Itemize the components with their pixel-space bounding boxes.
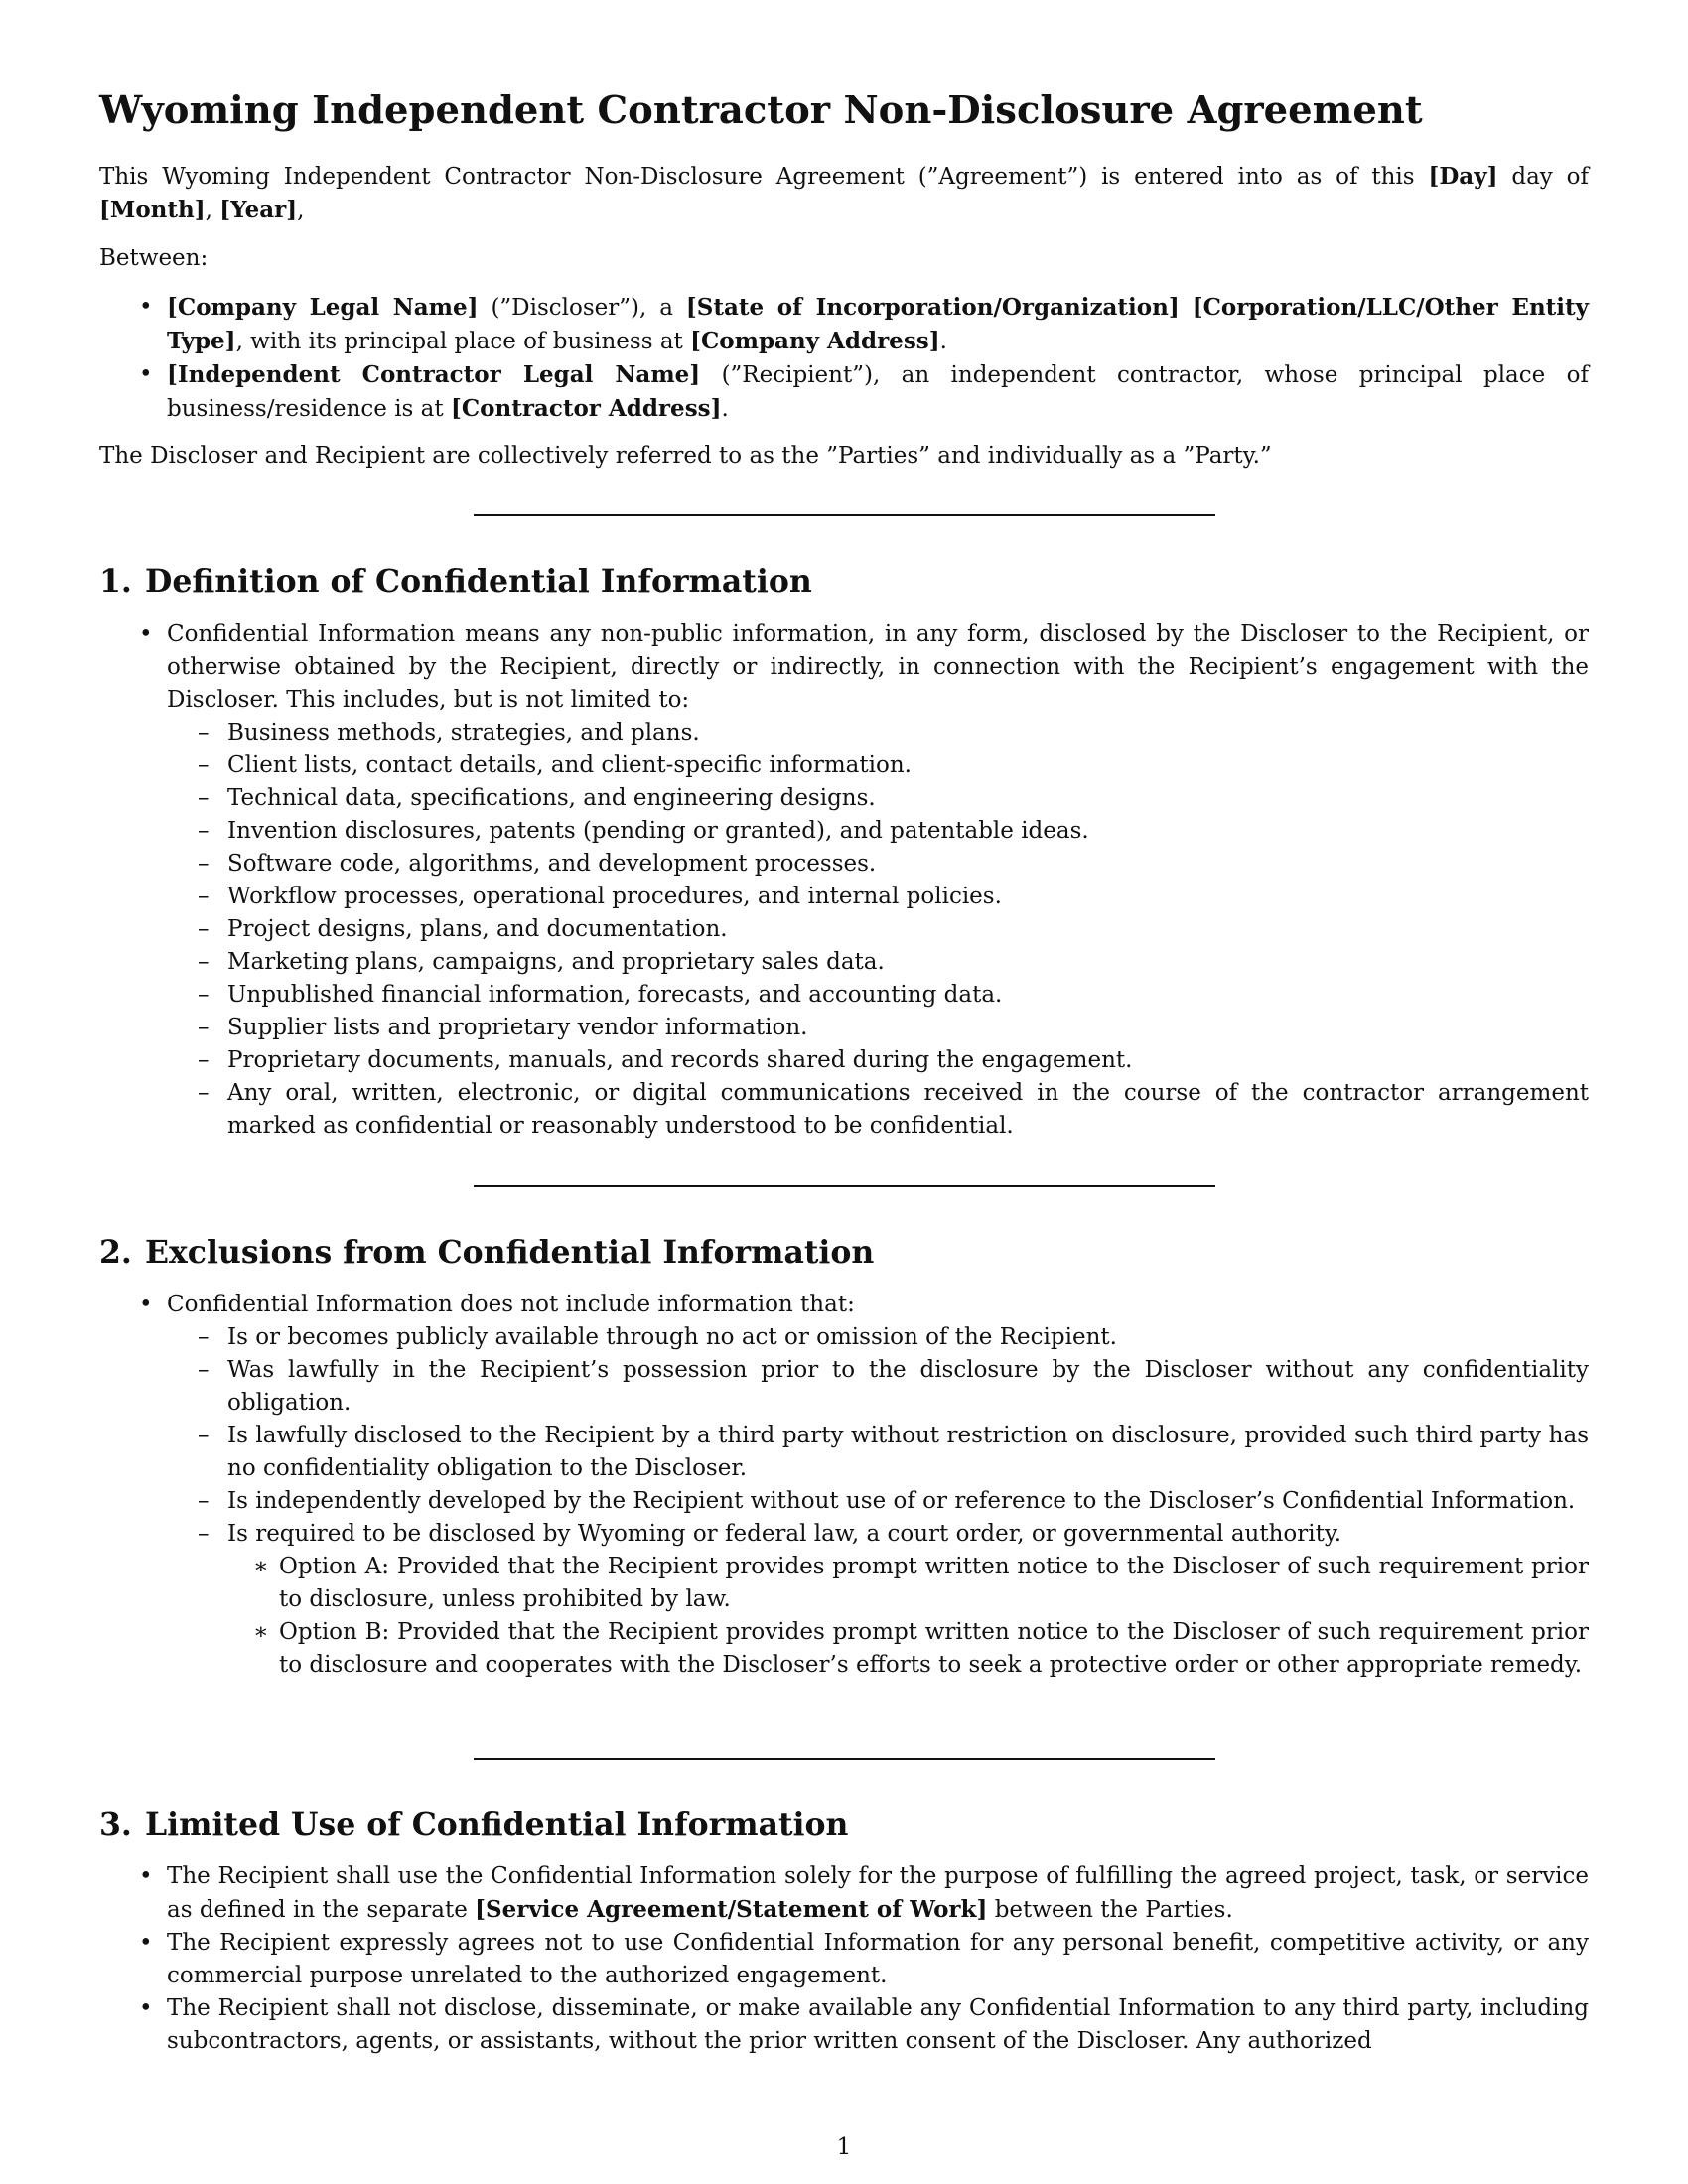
section-title: Limited Use of Confidential Information bbox=[145, 1806, 849, 1843]
dash-icon: – bbox=[198, 818, 210, 844]
section-2-list bbox=[99, 1289, 1589, 1682]
exclusions-list bbox=[167, 1321, 1589, 1682]
bullet-icon: • bbox=[139, 621, 153, 647]
list-item bbox=[167, 1044, 1589, 1077]
contractor-address-placeholder: [Contractor Address] bbox=[450, 395, 722, 422]
list-item-text: Technical data, specifications, and engineering designs. bbox=[227, 785, 876, 811]
month-placeholder: [Month] bbox=[99, 197, 206, 223]
list-item bbox=[167, 881, 1589, 913]
section-title: Exclusions from Confidential Information bbox=[145, 1234, 875, 1271]
list-item bbox=[167, 1420, 1589, 1485]
list-item-text: Confidential Information does not include information that: bbox=[167, 1292, 855, 1317]
list-item-text: Unpublished financial information, forecasts, and accounting data. bbox=[227, 982, 1003, 1008]
list-item bbox=[167, 1485, 1589, 1518]
list-item bbox=[167, 750, 1589, 782]
list-item bbox=[167, 1518, 1589, 1682]
company-address-placeholder: [Company Address] bbox=[690, 328, 940, 354]
collective-paragraph: The Discloser and Recipient are collectively referred to as the ”Parties” and individually as a ”Party.” bbox=[99, 443, 1272, 469]
asterisk-icon: ∗ bbox=[253, 1619, 269, 1645]
between-label: Between: bbox=[99, 245, 209, 271]
dash-icon: – bbox=[198, 1324, 210, 1350]
list-item-text: Is or becomes publicly available through no act or omission of the Recipient. bbox=[227, 1324, 1117, 1350]
party-role: (”Discloser”), a bbox=[491, 295, 673, 321]
entity-type-placeholder: [Corporation/LLC/Other Entity Type] bbox=[167, 294, 1590, 354]
bullet-icon: • bbox=[139, 1995, 153, 2021]
list-item bbox=[99, 1992, 1589, 2058]
list-item-text: Confidential Information means any non-public information, in any form, disclosed by the Discloser to the Recipient, or otherwise obtained by the Recipient, directly or indirectly, in connection with the Recipient’s engagement with the Discloser. This includes, but is not limited to: bbox=[167, 621, 1589, 713]
asterisk-icon: ∗ bbox=[253, 1554, 269, 1579]
section-2-heading bbox=[99, 1234, 874, 1272]
list-item bbox=[167, 848, 1589, 881]
option-a bbox=[227, 1551, 1589, 1616]
dash-icon: – bbox=[198, 1047, 210, 1073]
dash-icon: – bbox=[198, 752, 210, 778]
section-3-heading bbox=[99, 1806, 848, 1843]
section-1-list bbox=[99, 618, 1589, 1143]
section-title: Definition of Confidential Information bbox=[145, 563, 812, 600]
section-3-list bbox=[99, 1860, 1589, 2058]
dash-icon: – bbox=[198, 851, 210, 877]
list-item bbox=[167, 815, 1589, 848]
list-item bbox=[167, 782, 1589, 815]
list-item-text: Was lawfully in the Recipient’s possession prior to the disclosure by the Discloser without any confidentiality obligation. bbox=[227, 1357, 1589, 1416]
list-item-text: The Recipient expressly agrees not to use Confidential Information for any personal benefit, competitive activity, or any commercial purpose unrelated to the authorized engagement. bbox=[167, 1930, 1589, 1988]
section-number: 3. bbox=[99, 1806, 132, 1843]
list-item-text: Marketing plans, campaigns, and proprietary sales data. bbox=[227, 949, 885, 975]
list-item bbox=[167, 946, 1589, 979]
section-divider bbox=[474, 1758, 1215, 1760]
list-item-text: Is required to be disclosed by Wyoming or federal law, a court order, or governmental authority. bbox=[227, 1521, 1342, 1547]
list-item bbox=[167, 1077, 1589, 1143]
list-item bbox=[167, 717, 1589, 750]
option-b bbox=[227, 1616, 1589, 1682]
party-role: (”Recipient”), an independent contractor, whose principal place of business/residence is at bbox=[167, 362, 1589, 422]
dash-icon: – bbox=[198, 720, 210, 746]
list-item-text: between the Parties. bbox=[994, 1897, 1233, 1923]
bullet-icon: • bbox=[139, 361, 153, 387]
list-item bbox=[167, 913, 1589, 946]
dash-icon: – bbox=[198, 785, 210, 811]
option-text: Option A: Provided that the Recipient provides prompt written notice to the Discloser of such requirement prior to disclosure, unless prohibited by law. bbox=[279, 1554, 1589, 1612]
list-item-text: Proprietary documents, manuals, and records shared during the engagement. bbox=[227, 1047, 1133, 1073]
list-item-text: Invention disclosures, patents (pending or granted), and patentable ideas. bbox=[227, 818, 1089, 844]
disclosure-options bbox=[227, 1551, 1589, 1682]
section-divider bbox=[474, 1185, 1215, 1187]
intro-day-of: day of bbox=[1511, 164, 1590, 190]
dash-icon: – bbox=[198, 1488, 210, 1514]
intro-text: This Wyoming Independent Contractor Non-Disclosure Agreement (”Agreement”) is entered into as of this bbox=[99, 164, 1415, 190]
bullet-icon: • bbox=[139, 1930, 153, 1956]
year-placeholder: [Year] bbox=[219, 197, 298, 223]
dash-icon: – bbox=[198, 982, 210, 1008]
list-item-text: Is independently developed by the Recipient without use of or reference to the Discloser’s Confidential Information. bbox=[227, 1488, 1576, 1514]
list-item bbox=[99, 1860, 1589, 1927]
option-text: Option B: Provided that the Recipient provides prompt written notice to the Discloser of such requirement prior to disclosure and cooperates with the Discloser’s efforts to seek a protective order or other appropriate remedy. bbox=[279, 1619, 1589, 1678]
bullet-icon: • bbox=[139, 1863, 153, 1889]
dash-icon: – bbox=[198, 1423, 210, 1448]
list-item-text: The Recipient shall not disclose, disseminate, or make available any Confidential Information to any third party, including subcontractors, agents, or assistants, without the prior written consent of the Discloser. Any authorized bbox=[167, 1995, 1589, 2054]
list-item-text: The Recipient shall use the Confidential Information solely for the purpose of fulfilling the agreed project, task, or service as defined in the separate bbox=[167, 1863, 1589, 1923]
list-item bbox=[99, 1289, 1589, 1682]
dash-icon: – bbox=[198, 1521, 210, 1547]
list-item-text: Software code, algorithms, and development processes. bbox=[227, 851, 877, 877]
dash-icon: – bbox=[198, 1080, 210, 1106]
list-item bbox=[167, 1321, 1589, 1354]
dash-icon: – bbox=[198, 916, 210, 942]
list-item bbox=[167, 1354, 1589, 1420]
dash-icon: – bbox=[198, 1015, 210, 1040]
bullet-icon: • bbox=[139, 1292, 153, 1317]
service-agreement-placeholder: [Service Agreement/Statement of Work] bbox=[475, 1896, 988, 1923]
list-item bbox=[167, 1012, 1589, 1044]
document-page bbox=[99, 0, 1589, 2184]
list-item-text: Project designs, plans, and documentation. bbox=[227, 916, 728, 942]
company-name-placeholder: [Company Legal Name] bbox=[167, 294, 479, 321]
party-mid-text: , with its principal place of business at bbox=[235, 329, 683, 354]
bullet-icon: • bbox=[139, 294, 153, 320]
dash-icon: – bbox=[198, 949, 210, 975]
list-item-text: Client lists, contact details, and client-specific information. bbox=[227, 752, 912, 778]
list-item-text: Supplier lists and proprietary vendor information. bbox=[227, 1015, 808, 1040]
party-discloser: • [Company Legal Name] (”Discloser”), a [State of Incorporation/Organization] [Corporation/LLC/Other Entity Type], with its principal place of business at [Company Address]. bbox=[99, 291, 1589, 358]
list-item-text: Any oral, written, electronic, or digital communications received in the course of the contractor arrangement marked as confidential or reasonably understood to be confidential. bbox=[227, 1080, 1589, 1139]
section-number: 2. bbox=[99, 1234, 132, 1271]
state-placeholder: [State of Incorporation/Organization] bbox=[685, 294, 1180, 321]
parties-list bbox=[99, 291, 1589, 426]
section-number: 1. bbox=[99, 563, 132, 600]
party-recipient: • [Independent Contractor Legal Name] (”Recipient”), an independent contractor, whose principal place of business/residence is at [Contractor Address]. bbox=[99, 358, 1589, 426]
list-item bbox=[167, 979, 1589, 1012]
list-item-text: Is lawfully disclosed to the Recipient by a third party without restriction on disclosure, provided such third party has no confidentiality obligation to the Discloser. bbox=[227, 1423, 1589, 1481]
day-placeholder: [Day] bbox=[1428, 163, 1498, 190]
confidential-categories bbox=[167, 717, 1589, 1143]
section-1-heading bbox=[99, 563, 812, 601]
document-title: Wyoming Independent Contractor Non-Disclosure Agreement bbox=[99, 88, 1423, 133]
dash-icon: – bbox=[198, 1357, 210, 1383]
list-item bbox=[99, 618, 1589, 1143]
list-item-text: Workflow processes, operational procedures, and internal policies. bbox=[227, 884, 1002, 909]
list-item bbox=[99, 1927, 1589, 1992]
section-divider bbox=[474, 514, 1215, 516]
intro-paragraph: This Wyoming Independent Contractor Non-Disclosure Agreement (”Agreement”) is entered into as of this [Day] day of [Month], [Year], bbox=[99, 163, 1590, 223]
page-number: 1 bbox=[836, 2134, 852, 2160]
contractor-name-placeholder: [Independent Contractor Legal Name] bbox=[167, 361, 701, 388]
dash-icon: – bbox=[198, 884, 210, 909]
list-item-text: Business methods, strategies, and plans. bbox=[227, 720, 700, 746]
